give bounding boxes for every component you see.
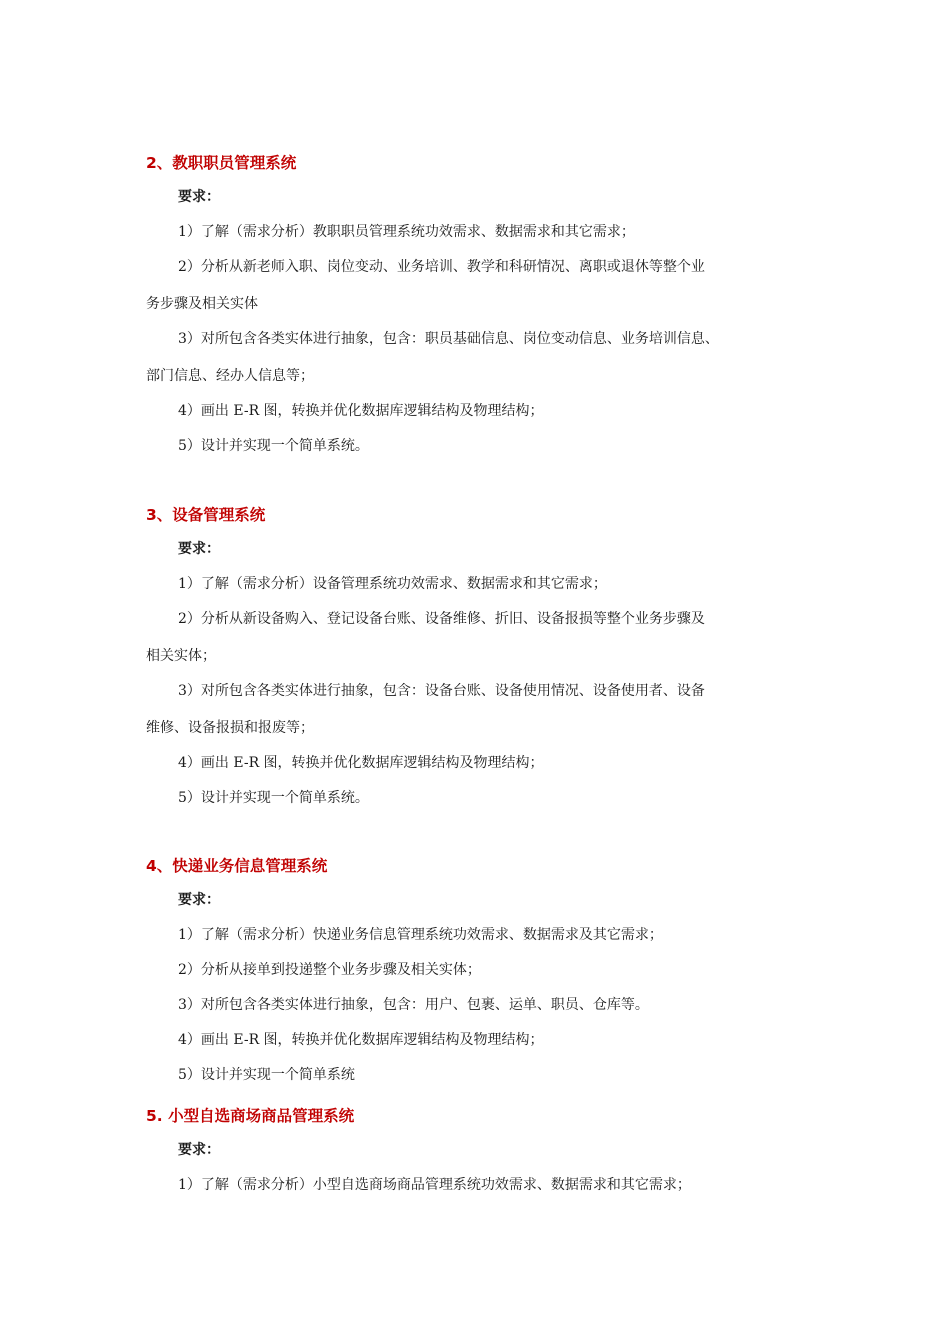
section-3 xyxy=(146,503,826,810)
item-line: 4）画出 E-R 图，转换并优化数据库逻辑结构及物理结构； xyxy=(178,403,544,419)
item-line: 2）分析从新设备购入、登记设备台账、设备维修、折旧、设备报损等整个业务步骤及 xyxy=(178,611,705,627)
item-line: 1）了解（需求分析）快递业务信息管理系统功效需求、数据需求及其它需求； xyxy=(178,927,663,943)
requirement-item xyxy=(146,751,826,775)
requirement-item xyxy=(146,923,826,947)
item-line: 3）对所包含各类实体进行抽象，包含：设备台账、设备使用情况、设备使用者、设备 xyxy=(178,683,705,699)
requirement-item xyxy=(146,434,826,458)
item-line: 3）对所包含各类实体进行抽象，包含：用户、包裹、运单、职员、仓库等。 xyxy=(178,997,649,1013)
item-line: 3）对所包含各类实体进行抽象，包含：职员基础信息、岗位变动信息、业务培训信息、 xyxy=(178,331,719,347)
item-line: 2）分析从新老师入职、岗位变动、业务培训、教学和科研情况、离职或退休等整个业 xyxy=(178,259,705,275)
requirement-item xyxy=(146,255,826,316)
item-line-continued: 务步骤及相关实体 xyxy=(146,296,258,312)
item-line: 5）设计并实现一个简单系统。 xyxy=(178,790,369,806)
item-line: 4）画出 E-R 图，转换并优化数据库逻辑结构及物理结构； xyxy=(178,755,544,771)
requirements-label: 要求： xyxy=(178,189,220,205)
requirement-item xyxy=(146,1173,826,1197)
requirement-item xyxy=(146,327,826,388)
item-line: 1）了解（需求分析）小型自选商场商品管理系统功效需求、数据需求和其它需求； xyxy=(178,1177,691,1193)
requirements-label: 要求： xyxy=(178,1142,220,1158)
item-line: 1）了解（需求分析）教职职员管理系统功效需求、数据需求和其它需求； xyxy=(178,224,635,240)
item-line: 5）设计并实现一个简单系统 xyxy=(178,1067,355,1083)
section-5 xyxy=(146,1104,826,1197)
item-line: 2）分析从接单到投递整个业务步骤及相关实体； xyxy=(178,962,481,978)
item-line-continued: 相关实体； xyxy=(146,648,216,664)
requirement-item xyxy=(146,993,826,1017)
requirement-item xyxy=(146,607,826,668)
item-line: 5）设计并实现一个简单系统。 xyxy=(178,438,369,454)
item-line: 1）了解（需求分析）设备管理系统功效需求、数据需求和其它需求； xyxy=(178,576,607,592)
requirement-item xyxy=(146,1028,826,1052)
requirements-label: 要求： xyxy=(178,541,220,557)
section-heading: 5. 小型自选商场商品管理系统 xyxy=(146,1107,355,1125)
item-line: 4）画出 E-R 图，转换并优化数据库逻辑结构及物理结构； xyxy=(178,1032,544,1048)
section-heading: 3、设备管理系统 xyxy=(146,506,266,524)
section-4 xyxy=(146,854,826,1087)
requirements-label: 要求： xyxy=(178,892,220,908)
requirement-item xyxy=(146,679,826,740)
section-2 xyxy=(146,151,826,458)
requirement-item xyxy=(146,958,826,982)
requirement-item xyxy=(146,1063,826,1087)
section-heading: 4、快递业务信息管理系统 xyxy=(146,857,328,875)
requirement-item xyxy=(146,786,826,810)
item-line-continued: 部门信息、经办人信息等； xyxy=(146,368,314,384)
section-heading: 2、教职职员管理系统 xyxy=(146,154,297,172)
requirement-item xyxy=(146,572,826,596)
item-line-continued: 维修、设备报损和报废等； xyxy=(146,720,314,736)
requirement-item xyxy=(146,220,826,244)
requirement-item xyxy=(146,399,826,423)
